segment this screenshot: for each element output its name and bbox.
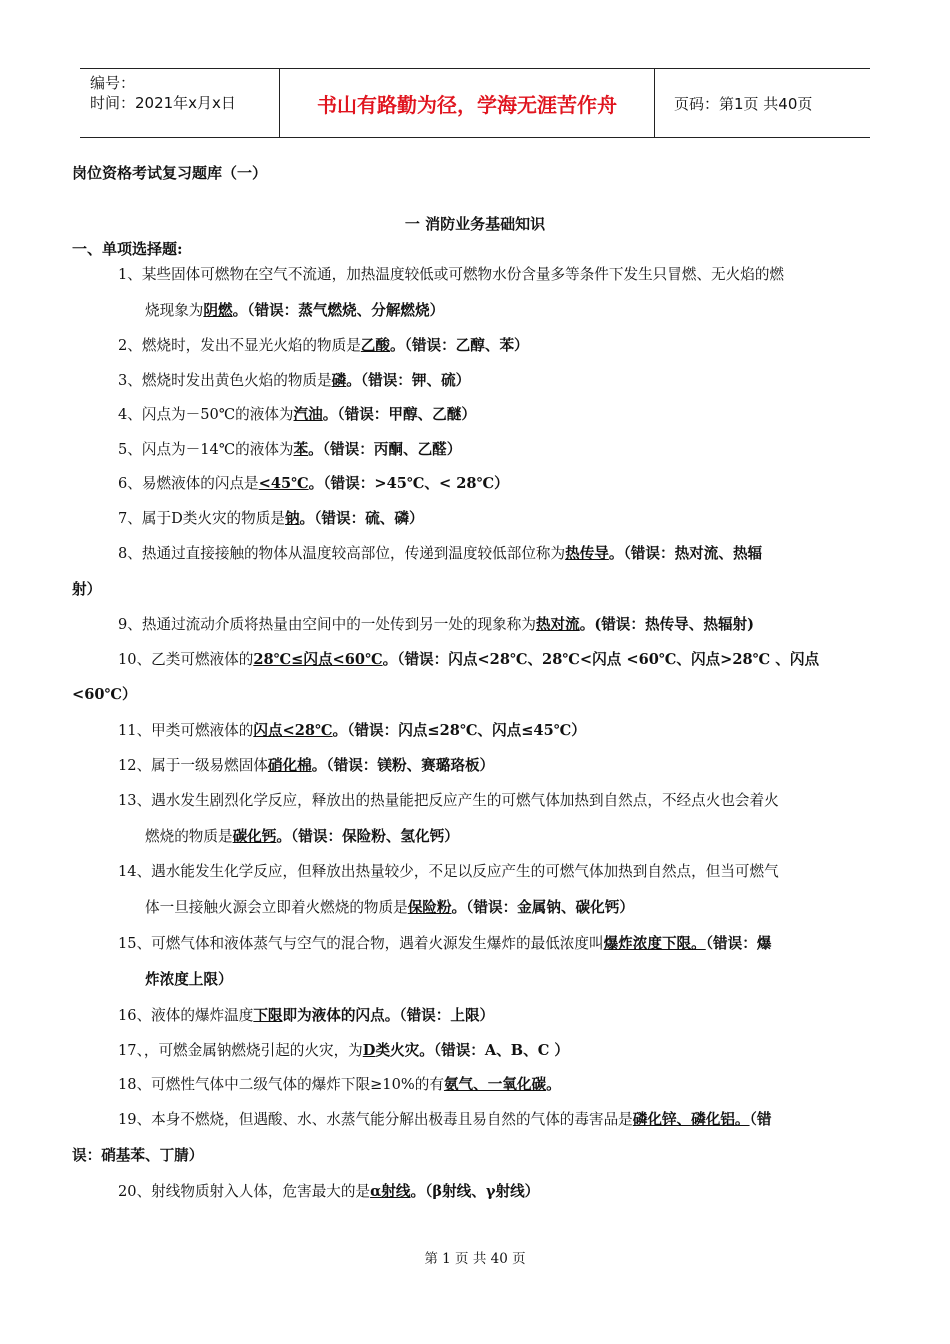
question-10-line-2: <60℃） — [72, 686, 137, 703]
answer: 磷 — [331, 372, 347, 389]
question-19-line-1: 19、本身不燃烧，但遇酸、水、水蒸气能分解出极毒且易自然的气体的毒害品是磷化锌、磷化铝。（错 — [118, 1111, 772, 1128]
question-5: 5、闪点为－14℃的液体为苯。（错误：丙酮、乙醛） — [118, 441, 462, 458]
question-6: 6、易燃液体的闪点是<45℃。（错误：>45℃、< 28℃） — [118, 475, 509, 492]
question-1-line-1: 1、某些固体可燃物在空气不流通，加热温度较低或可燃物水份含量多等条件下发生只冒燃、无火焰的燃 — [118, 266, 785, 283]
document-title: 岗位资格考试复习题库（一） — [72, 164, 268, 182]
question-18: 18、可燃性气体中二级气体的爆炸下限≥10%的有氨气、一氧化碳。 — [118, 1076, 561, 1093]
question-14-line-1: 14、遇水能发生化学反应，但释放出热量较少，不足以反应产生的可燃气体加热到自然点，但当可燃气 — [118, 863, 779, 880]
answer: 热对流 — [535, 616, 580, 633]
question-9: 9、热通过流动介质将热量由空间中的一处传到另一处的现象称为热对流。(错误：热传导、热辐射) — [118, 616, 755, 633]
page-info-text: 页码：第1页 共40页 — [674, 94, 813, 113]
question-15-line-2: 炸浓度上限） — [145, 971, 233, 988]
question-8-line-2: 射） — [72, 581, 102, 598]
question-3: 3、燃烧时发出黄色火焰的物质是磷。（错误：钾、硫） — [118, 372, 471, 389]
number-label: 编号： — [90, 74, 136, 92]
question-8-line-1: 8、热通过直接接触的物体从温度较高部位，传递到温度较低部位称为热传导。（错误：热对流、热辐 — [118, 545, 763, 562]
answer: 苯 — [293, 441, 309, 458]
answer: 28℃≤闪点<60℃ — [253, 651, 383, 668]
answer: 下限 — [253, 1007, 283, 1024]
question-13-line-1: 13、遇水发生剧烈化学反应，释放出的热量能把反应产生的可燃气体加热到自然点，不经点火也会着火 — [118, 792, 779, 809]
question-13-line-2: 燃烧的物质是碳化钙。（错误：保险粉、氢化钙） — [145, 828, 459, 845]
question-12: 12、属于一级易燃固体硝化棉。（错误：镁粉、赛璐珞板） — [118, 757, 495, 774]
question-17: 17、，可燃金属钠燃烧引起的火灾，为D类火灾。（错误：A、B、C ） — [118, 1042, 570, 1059]
answer: 乙酸 — [360, 337, 390, 354]
header-table — [80, 68, 870, 138]
question-16: 16、液体的爆炸温度下限即为液体的闪点。（错误：上限） — [118, 1007, 495, 1024]
question-14-line-2: 体一旦接触火源会立即着火燃烧的物质是保险粉。（错误：金属钠、碳化钙） — [145, 899, 634, 916]
answer: 阴燃 — [203, 302, 233, 319]
answer: 爆炸浓度下限。 — [603, 935, 706, 952]
answer: 碳化钙 — [232, 828, 277, 845]
header-motto: 书山有路勤为径，学海无涯苦作舟 — [280, 69, 655, 137]
question-2: 2、燃烧时，发出不显光火焰的物质是乙酸。（错误：乙醇、苯） — [118, 337, 529, 354]
answer: D — [362, 1042, 376, 1059]
question-15-line-1: 15、可燃气体和液体蒸气与空气的混合物，遇着火源发生爆炸的最低浓度叫爆炸浓度下限。（错误：爆 — [118, 935, 772, 952]
question-10-line-1: 10、乙类可燃液体的28℃≤闪点<60℃。（错误：闪点<28℃、28℃<闪点 <60℃、闪点>28℃ 、闪点 — [118, 651, 820, 668]
page-footer: 第 1 页 共 40 页 — [424, 1251, 526, 1267]
answer: 硝化棉 — [267, 757, 312, 774]
answer: 氨气、一氧化碳 — [443, 1076, 547, 1093]
answer: 钠 — [284, 510, 300, 527]
header-page-info — [664, 69, 870, 137]
question-19-line-2: 误：硝基苯、丁腈） — [72, 1147, 204, 1164]
question-4: 4、闪点为－50℃的液体为汽油。（错误：甲醇、乙醚） — [118, 406, 476, 423]
header-meta-cell — [80, 69, 280, 137]
subsection-title: 一、单项选择题: — [72, 240, 183, 258]
answer: 磷化锌、磷化铝。 — [632, 1111, 750, 1128]
answer: <45℃ — [258, 475, 309, 492]
section-title: 一 消防业务基础知识 — [404, 215, 546, 233]
question-7: 7、属于D类火灾的物质是钠。（错误：硫、磷） — [118, 510, 424, 527]
answer: α射线 — [370, 1183, 411, 1200]
answer: 汽油 — [293, 406, 323, 423]
answer: 闪点<28℃ — [253, 722, 333, 739]
answer: 保险粉 — [407, 899, 452, 916]
question-20: 20、射线物质射入人体，危害最大的是α射线。（β射线、γ射线） — [118, 1183, 540, 1200]
question-11: 11、甲类可燃液体的闪点<28℃。（错误：闪点≤28℃、闪点≤45℃） — [118, 722, 586, 739]
answer: 热传导 — [565, 545, 609, 562]
question-1-line-2: 烧现象为阴燃。（错误：蒸气燃烧、分解燃烧） — [145, 302, 445, 319]
date-label: 时间：2021年x月x日 — [90, 94, 236, 112]
